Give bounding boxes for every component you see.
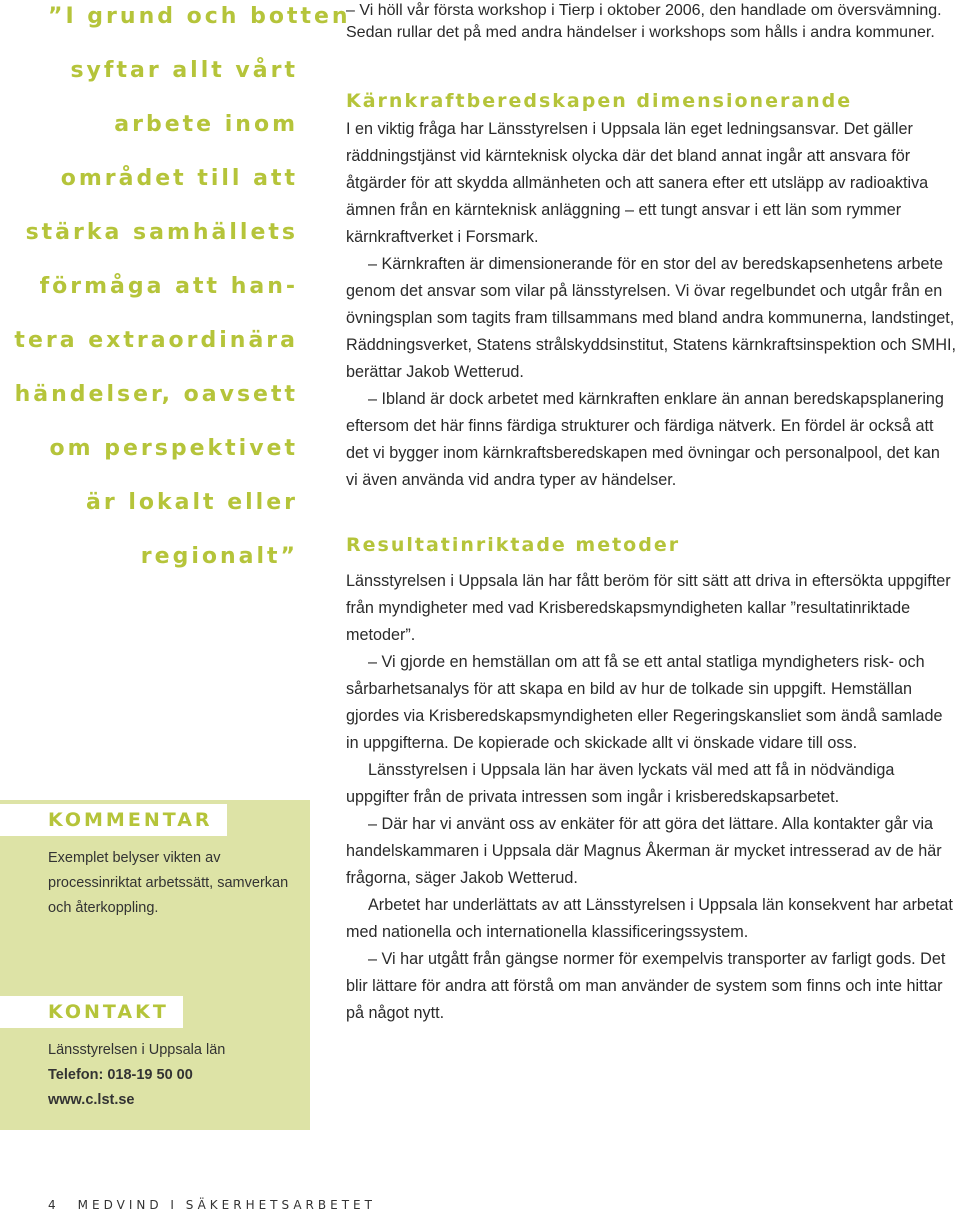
article-intro: – Vi höll vår första workshop i Tierp i oktober 2006, den handlade om översvämning. Sedan rullar det på med andra händelser i workshops som hålls i andra kommuner. [346, 2, 942, 41]
kontakt-web-link[interactable]: www.c.lst.se [48, 1092, 135, 1108]
paragraph: I en viktig fråga har Länsstyrelsen i Uppsala län eget ledningsansvar. Det gäller räddningstjänst vid kärnteknisk olycka där det bland annat ingår att ansvara för åtgärder för att skydda allmänheten och att sanera efter ett utsläpp av radioaktiva ämnen från en kärnteknisk anläggning – ett tungt ansvar i ett län som rymmer kärnkraftverket i Forsmark. [346, 120, 929, 246]
publication-title: MEDVIND I SÄKERHETSARBETET [77, 1198, 376, 1212]
pull-quote [0, 0, 351, 596]
paragraph: Länsstyrelsen i Uppsala län har fått beröm för sitt sätt att driva in eftersökta uppgifter från myndigheter med vad Krisberedskapsmyndigheten kallar ”resultatinriktade metoder”. [346, 572, 951, 644]
info-sidebox [0, 800, 310, 1130]
pull-quote-line: förmåga att han- [39, 274, 298, 299]
paragraph: – Kärnkraften är dimensionerande för en stor del av beredskapsenhetens arbete genom det ansvar som vilar på länsstyrelsen. Vi övar regelbundet och utgår från en övningsplan som tagits fram tillsammans med bland andra kommunerna, landstinget, Räddningsverket, Statens strålskyddsinstitut, Statens kärnkraftsinspektion och SMHI, berättar Jakob Wetterud. [346, 255, 957, 381]
paragraph: – Vi gjorde en hemställan om att få se ett antal statliga myndigheters risk- och sårbarhetsanalys för att skapa en bild av hur de tolkade sin uppgift. Hemställan gjordes via Krisberedskapsmyndigheten eller Regeringskansliet som ändå samlade in uppgifterna. De kopierade och skickade allt vi önskade vidare till oss. [346, 653, 943, 752]
kommentar-text: Exemplet belyser vikten av processinriktat arbetssätt, samverkan och återkoppling. [48, 850, 289, 916]
pull-quote-line: området till att [60, 166, 298, 191]
section-heading: Resultatinriktade metoder [346, 534, 681, 556]
pull-quote-line: händelser, oavsett [14, 382, 298, 407]
kontakt-details [48, 1038, 298, 1113]
pull-quote-line: syftar allt vårt [70, 58, 298, 83]
paragraph: – Ibland är dock arbetet med kärnkraften enklare än annan beredskapsplanering eftersom det här finns färdiga strukturer och färdiga nätverk. En fördel är också att det vi bygger inom kärnkraftsberedskapen med övningar och personalpool, det kan vi även använda vid andra typer av händelser. [346, 390, 944, 489]
pull-quote-line: är lokalt eller [86, 490, 298, 515]
paragraph: – Där har vi använt oss av enkäter för att göra det lättare. Alla kontakter går via handelskammaren i Uppsala där Magnus Åkerman är mycket intresserad av de här frågorna, säger Jakob Wetterud. [346, 815, 942, 887]
kommentar-label: KOMMENTAR [0, 804, 227, 836]
paragraph: Arbetet har underlättats av att Länsstyrelsen i Uppsala län konsekvent har arbetat med nationella och internationella klassificeringssystem. [346, 896, 953, 941]
page-number: 4 [48, 1198, 60, 1212]
pull-quote-line: arbete inom [114, 112, 298, 137]
pull-quote-line: om perspektivet [49, 436, 298, 461]
kontakt-org: Länsstyrelsen i Uppsala län [48, 1042, 226, 1058]
pull-quote-line: ”I grund och botten [48, 4, 351, 29]
article [346, 0, 956, 1027]
pull-quote-line: stärka samhällets [25, 220, 298, 245]
paragraph: Länsstyrelsen i Uppsala län har även lyckats väl med att få in nödvändiga uppgifter från de privata intressen som ingår i krisberedskapsarbetet. [346, 761, 895, 806]
page-footer [48, 1198, 376, 1212]
pull-quote-line: tera extraordinära [14, 328, 298, 353]
pull-quote-line: regionalt” [140, 544, 298, 569]
section-heading: Kärnkraftberedskapen dimensionerande [346, 90, 853, 112]
kontakt-phone: Telefon: 018-19 50 00 [48, 1067, 193, 1083]
kontakt-label: KONTAKT [0, 996, 183, 1028]
paragraph: – Vi har utgått från gängse normer för exempelvis transporter av farligt gods. Det blir lättare för andra att förstå om man använder de system som finns och inte hittar på något nytt. [346, 950, 946, 1022]
